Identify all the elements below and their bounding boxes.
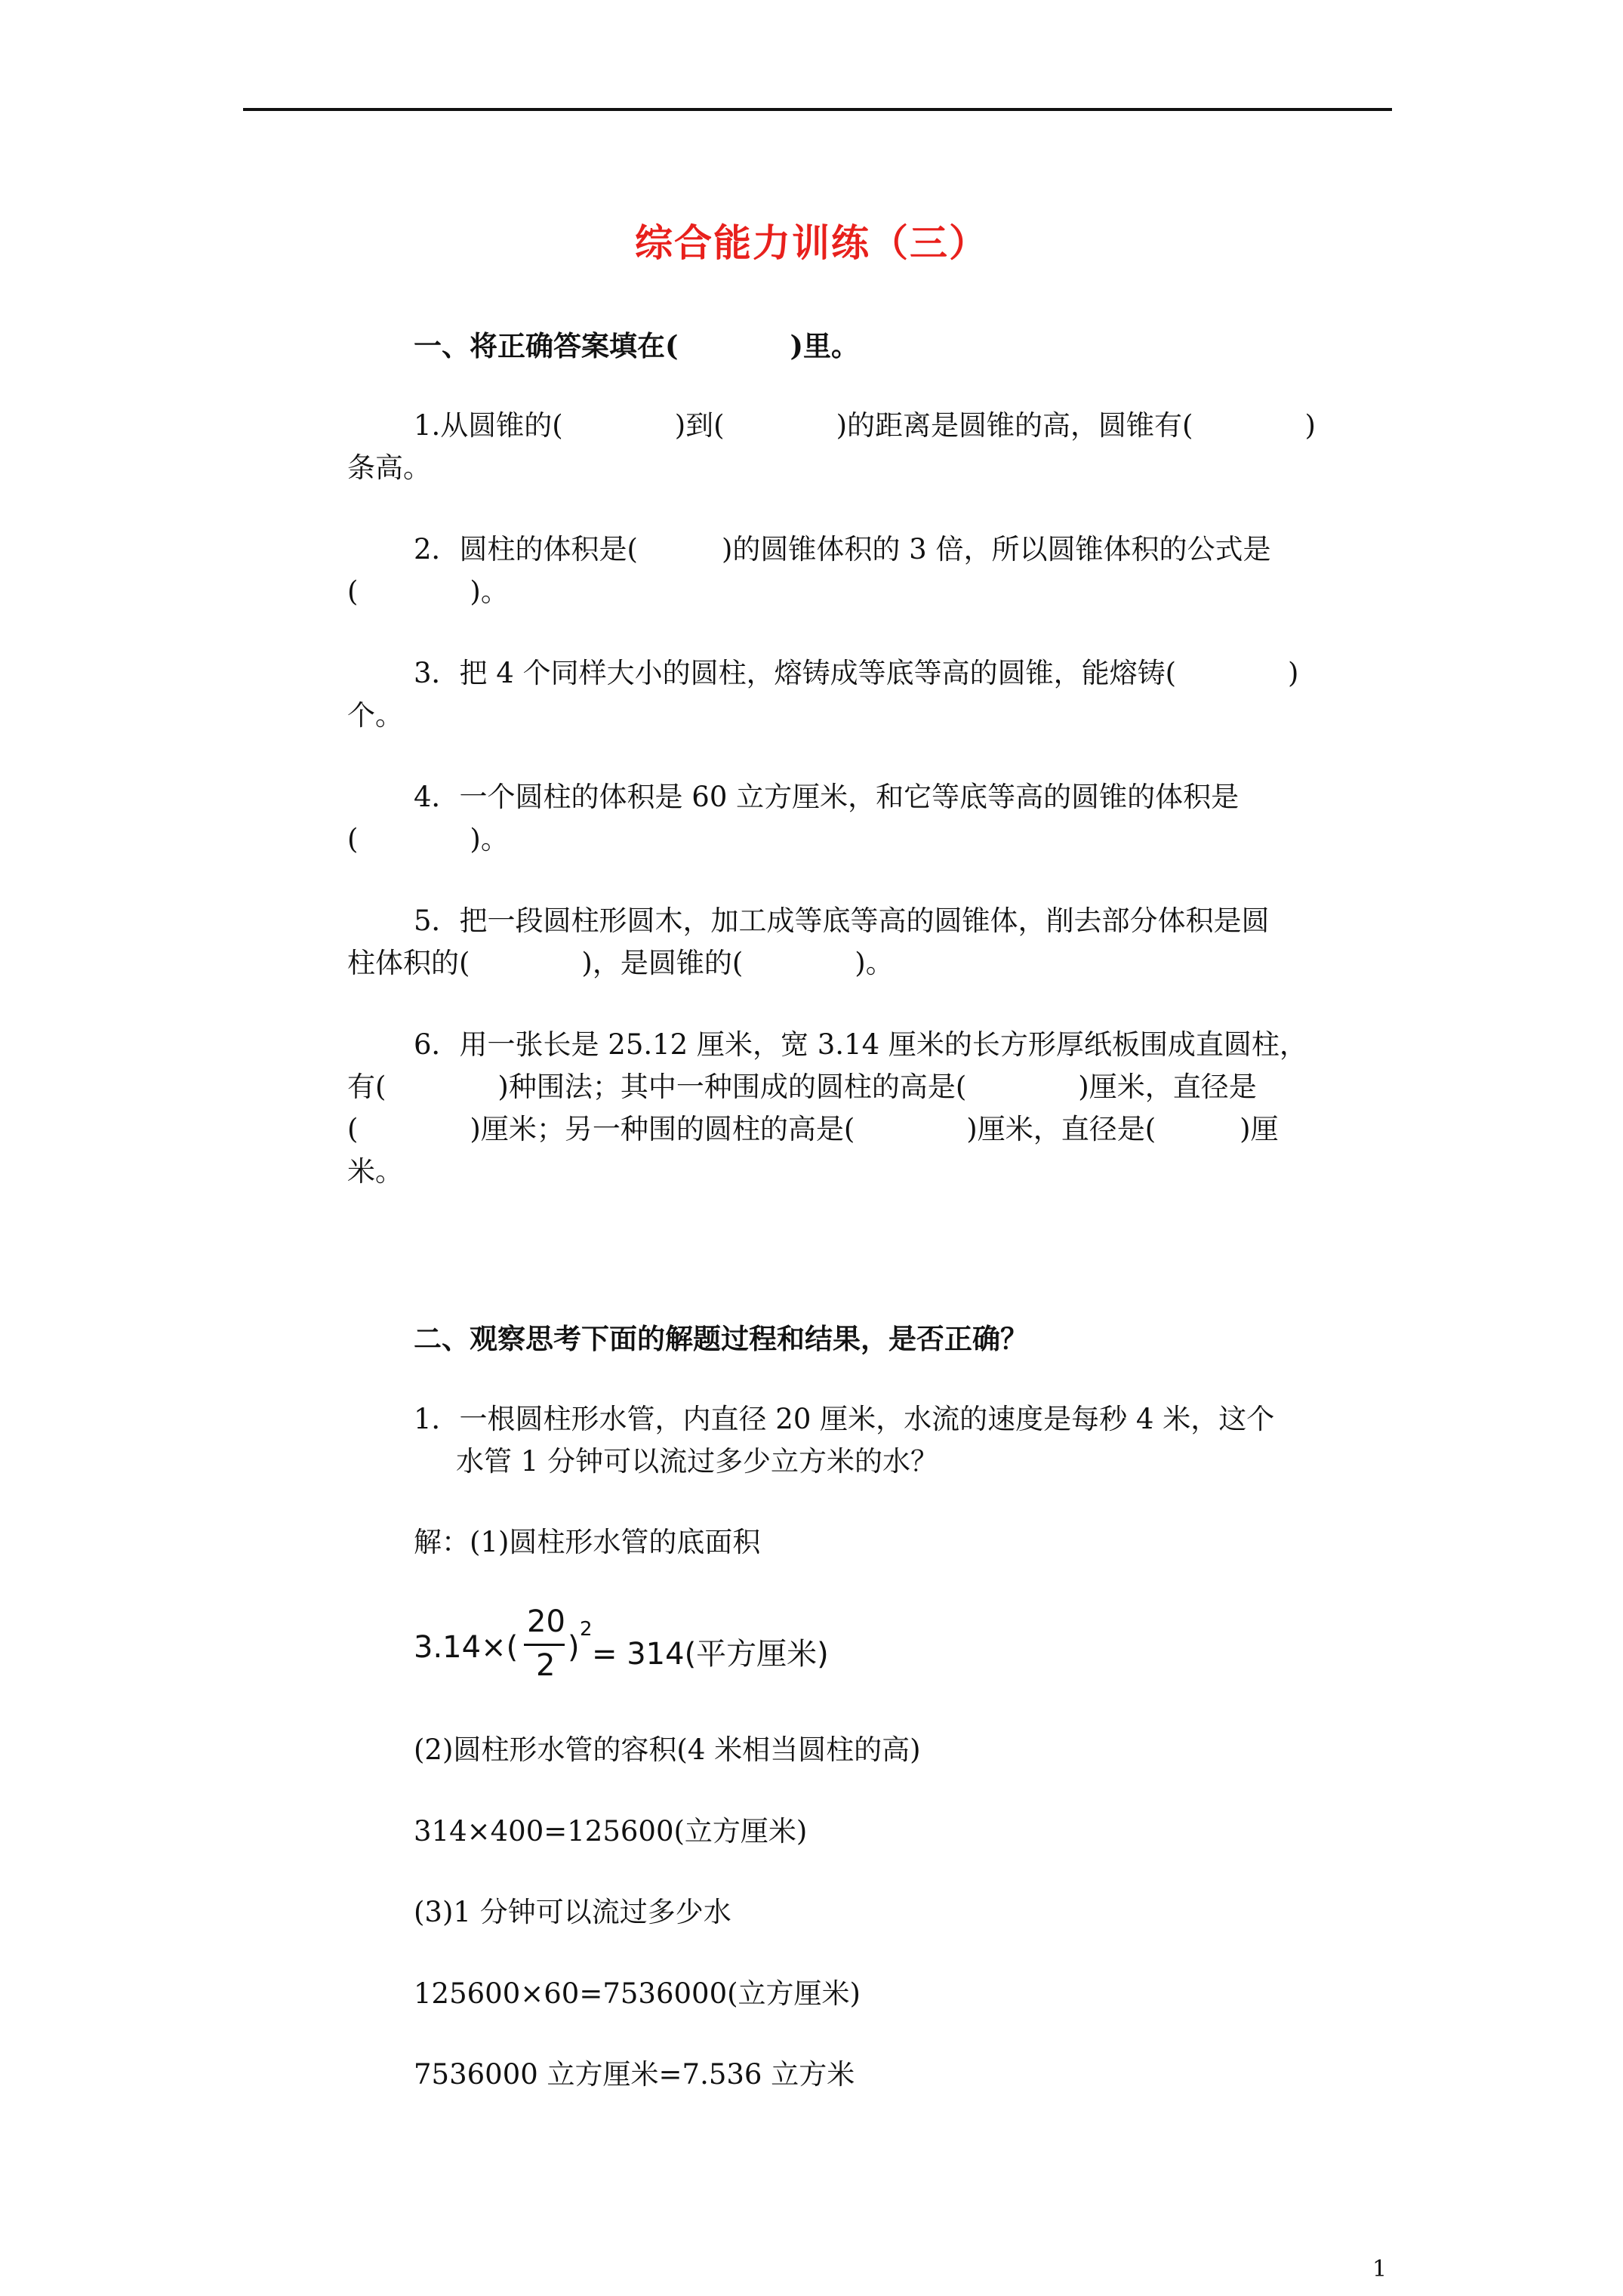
problem-line1: 1．一根圆柱形水管，内直径 20 厘米，水流的速度是每秒 4 米，这个 [414,1403,1275,1435]
q4-line1: 4．一个圆柱的体积是 60 立方厘米，和它等底等高的圆锥的体积是 [414,781,1240,813]
q2-line2: ( )。 [347,575,509,608]
problem-line2: 水管 1 分钟可以流过多少立方米的水？ [456,1445,939,1478]
q6-line4: 米。 [347,1155,403,1188]
section1-heading: 一、将正确答案填在( )里。 [414,329,860,362]
q5-line1: 5．把一段圆柱形圆木，加工成等底等高的圆锥体，削去部分体积是圆 [414,905,1270,937]
formula-prefix: 3.14×( [414,1630,519,1665]
formula-result: = 314(平方厘米) [592,1637,829,1672]
formula-denominator: 2 [536,1648,556,1683]
page-title: 综合能力训练（三） [635,220,988,265]
solution-step1: 解：(1)圆柱形水管的底面积 [414,1526,761,1558]
section2-heading: 二、观察思考下面的解题过程和结果，是否正确？ [414,1322,1028,1355]
q1-line1: 1.从圆锥的( )到( )的距离是圆锥的高，圆锥有( ) [414,409,1316,442]
q3-line2: 个。 [347,699,403,732]
solution-step2: (2)圆柱形水管的容积(4 米相当圆柱的高) [414,1734,921,1766]
area-formula [414,1604,836,1687]
formula-numerator: 20 [527,1604,565,1639]
calc-minute: 125600×60=7536000(立方厘米) [414,1977,861,2010]
header-rule [243,108,1392,111]
q6-line3: ( )厘米；另一种围的圆柱的高是( )厘米，直径是( )厘 [347,1113,1279,1145]
solution-step3: (3)1 分钟可以流过多少水 [414,1896,731,1928]
q2-line1: 2．圆柱的体积是( )的圆锥体积的 3 倍，所以圆锥体积的公式是 [414,533,1271,566]
q5-line2: 柱体积的( )，是圆锥的( )。 [347,947,894,979]
calc-convert: 7536000 立方厘米=7.536 立方米 [414,2058,855,2091]
formula-close-paren: ) [568,1630,580,1665]
page-number: 1 [1372,2256,1387,2282]
q6-line1: 6．用一张长是 25.12 厘米，宽 3.14 厘米的长方形厚纸板围成直圆柱， [414,1028,1307,1061]
formula-exponent: 2 [580,1618,593,1641]
calc-volume: 314×400=125600(立方厘米) [414,1815,808,1848]
q6-line2: 有( )种围法；其中一种围成的圆柱的高是( )厘米，直径是 [347,1071,1257,1103]
q1-line2: 条高。 [347,451,431,484]
fraction-bar [524,1644,565,1646]
q3-line1: 3．把 4 个同样大小的圆柱，熔铸成等底等高的圆锥，能熔铸( ) [414,657,1299,689]
q4-line2: ( )。 [347,823,509,855]
